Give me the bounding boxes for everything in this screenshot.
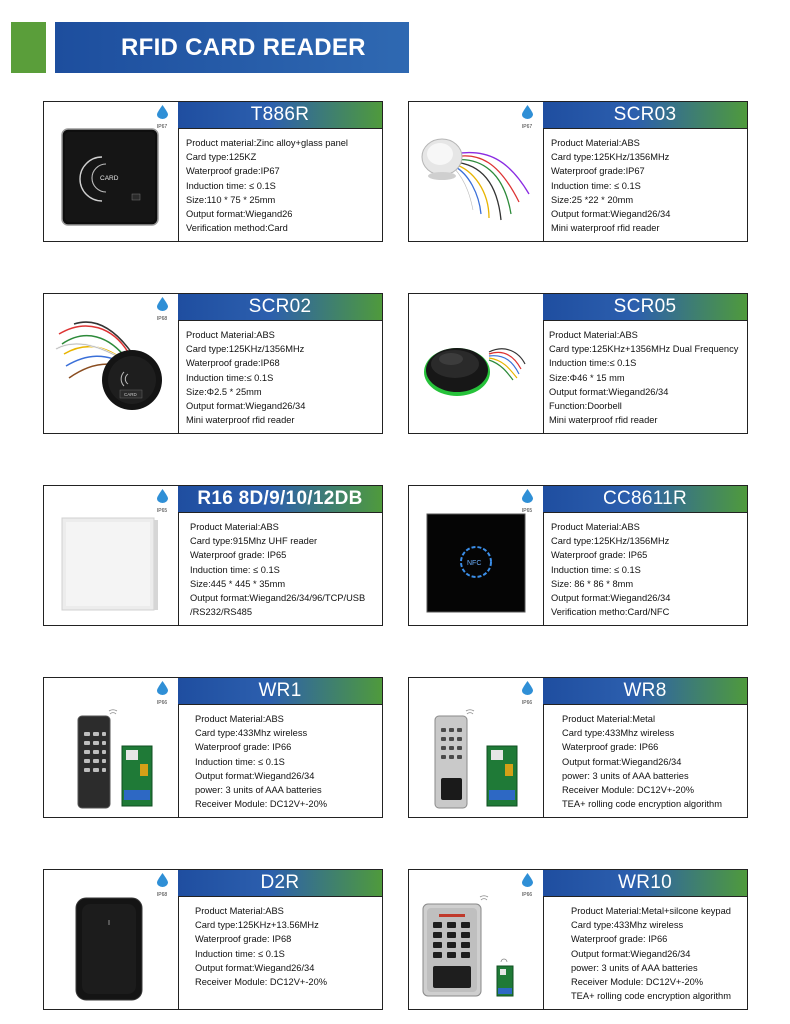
spec-line: Mini waterproof rfid reader [186, 415, 295, 426]
product-name: WR10 [543, 870, 747, 897]
spec-line: Output format:Wiegand26/34/96/TCP/USB [190, 593, 366, 604]
spec-line: Card type:125KZ [186, 152, 257, 163]
spec-line: Output format:Wiegand26/34 [186, 401, 306, 412]
spec-line: Product Material:ABS [186, 330, 275, 340]
spec-list [562, 712, 743, 811]
spec-line: Size: 86 * 86 * 8mm [551, 578, 634, 589]
spec-line: Card type:125KHz+13.56MHz [195, 920, 319, 931]
ip-rating-text: IP66 [521, 892, 533, 898]
page-title-banner [55, 22, 409, 73]
spec-list [551, 136, 743, 235]
spec-line: power: 3 units of AAA batteries [571, 962, 698, 973]
spec-line: Card type:125KHz/1356MHz [551, 152, 670, 163]
ip-rating-badge [149, 297, 175, 323]
spec-line: /RS232/RS485 [190, 607, 253, 618]
spec-line: Receiver Module: DC12V+-20% [571, 977, 704, 988]
spec-line: Size:110 * 75 * 25mm [186, 194, 276, 205]
spec-line: Card type:125KHz/1356MHz [551, 536, 670, 547]
page-title: RFID CARD READER [121, 33, 366, 61]
spec-line: Card type:125KHz+1356MHz Dual Frequency [549, 344, 739, 355]
spec-line: Output format:Wiegand26/34 [195, 770, 315, 781]
spec-list [571, 904, 743, 1003]
scr05-product-image [409, 294, 543, 433]
spec-line: Product Material:Metal+silcone keypad [571, 906, 731, 916]
spec-line: Size:Φ46 * 15 mm [549, 372, 625, 383]
water-drop-icon [157, 105, 168, 119]
spec-line: Output format:Wiegand26/34 [551, 209, 671, 220]
water-drop-icon [157, 681, 168, 695]
spec-line: power: 3 units of AAA batteries [195, 785, 322, 796]
spec-line: Card type:915Mhz UHF reader [190, 536, 318, 547]
spec-line: power: 3 units of AAA batteries [562, 770, 689, 781]
ip-rating-badge [149, 105, 175, 131]
spec-line: Verification metho:Card/NFC [551, 607, 670, 618]
spec-line: Product Material:ABS [195, 906, 284, 916]
ip-rating-text: IP67 [156, 124, 168, 130]
product-name: SCR02 [178, 294, 382, 321]
spec-line: Card type:433Mhz wireless [562, 728, 675, 739]
spec-line: Mini waterproof rfid reader [551, 223, 660, 234]
water-drop-icon [522, 489, 533, 503]
spec-line: Receiver Module: DC12V+-20% [195, 799, 328, 810]
ip-rating-badge [514, 681, 540, 707]
spec-line: Induction time:≤ 0.1S [549, 358, 637, 369]
ip-rating-badge [514, 105, 540, 131]
ip-rating-badge [149, 873, 175, 899]
spec-line: Waterproof grade: IP65 [551, 550, 648, 561]
spec-line: Induction time: ≤ 0.1S [195, 756, 285, 767]
spec-line: Receiver Module: DC12V+-20% [195, 977, 328, 988]
header-accent-block [11, 22, 46, 73]
ip-rating-text: IP65 [521, 508, 533, 514]
ip-rating-badge [514, 873, 540, 899]
product-card-wr1 [43, 677, 383, 818]
spec-line: Product Material:ABS [190, 522, 279, 532]
spec-list [195, 904, 378, 989]
spec-line: Waterproof grade: IP68 [195, 934, 292, 945]
spec-line: Induction time: ≤ 0.1S [551, 564, 641, 575]
spec-line: Product Material:ABS [551, 522, 640, 532]
water-drop-icon [157, 873, 168, 887]
spec-line: Waterproof grade: IP65 [190, 550, 287, 561]
product-card-r16 [43, 485, 383, 626]
water-drop-icon [157, 489, 168, 503]
spec-line: Induction time: ≤ 0.1S [190, 564, 280, 575]
spec-list [549, 328, 743, 427]
spec-line: Induction time: ≤ 0.1S [195, 948, 285, 959]
product-name: CC8611R [543, 486, 747, 513]
product-card-wr8 [408, 677, 748, 818]
spec-line: Waterproof grade: IP66 [562, 742, 659, 753]
spec-line: Product Material:ABS [551, 138, 640, 148]
product-card-d2r [43, 869, 383, 1010]
spec-line: Card type:433Mhz wireless [195, 728, 308, 739]
spec-line: Verification method:Card [186, 223, 288, 234]
spec-line: Card type:433Mhz wireless [571, 920, 684, 931]
spec-line: Waterproof grade: IP66 [571, 934, 668, 945]
spec-line: Output format:Wiegand26/34 [195, 962, 315, 973]
water-drop-icon [522, 681, 533, 695]
product-card-cc8611r [408, 485, 748, 626]
spec-line: Waterproof grade: IP66 [195, 742, 292, 753]
ip-rating-badge [514, 489, 540, 515]
spec-list [551, 520, 743, 619]
spec-line: Function:Doorbell [549, 401, 622, 412]
ip-rating-badge [149, 681, 175, 707]
spec-line: Receiver Module: DC12V+-20% [562, 785, 695, 796]
spec-line: TEA+ rolling code encryption algorithm [571, 991, 731, 1002]
spec-line: Waterproof grade:IP67 [186, 166, 280, 177]
spec-line: Induction time: ≤ 0.1S [186, 180, 276, 191]
t886r-card-label: CARD [100, 175, 119, 182]
ip-rating-badge [149, 489, 175, 515]
ip-rating-text: IP67 [521, 124, 533, 130]
spec-list [190, 520, 378, 619]
product-name: SCR03 [543, 102, 747, 129]
spec-line: Waterproof grade:IP67 [551, 166, 645, 177]
cc8611r-nfc-label: NFC [467, 560, 482, 567]
product-name: WR8 [543, 678, 747, 705]
spec-line: Product material:Zinc alloy+glass panel [186, 138, 349, 148]
product-name: WR1 [178, 678, 382, 705]
spec-line: Output format:Wiegand26/34 [549, 386, 669, 397]
spec-list [195, 712, 378, 811]
product-name: T886R [178, 102, 382, 129]
spec-line: Induction time:≤ 0.1S [186, 372, 274, 383]
spec-line: Product Material:ABS [549, 330, 638, 340]
product-name: D2R [178, 870, 382, 897]
spec-line: Card type:125KHz/1356MHz [186, 344, 305, 355]
spec-line: Output format:Wiegand26/34 [571, 948, 691, 959]
spec-list [186, 136, 378, 235]
product-card-wr10 [408, 869, 748, 1010]
ip-rating-text: IP68 [156, 892, 168, 898]
spec-line: Mini waterproof rfid reader [549, 415, 658, 426]
spec-line: Output format:Wiegand26 [186, 209, 293, 220]
spec-line: Product Material:Metal [562, 714, 656, 724]
spec-line: Output format:Wiegand26/34 [562, 756, 682, 767]
ip-rating-text: IP66 [521, 700, 533, 706]
water-drop-icon [522, 105, 533, 119]
spec-line: Induction time: ≤ 0.1S [551, 180, 641, 191]
spec-line: Product Material:ABS [195, 714, 284, 724]
ip-rating-text: IP65 [156, 508, 168, 514]
spec-line: Output format:Wiegand26/34 [551, 593, 671, 604]
product-card-t886r [43, 101, 383, 242]
ip-rating-text: IP66 [156, 700, 168, 706]
product-card-scr02 [43, 293, 383, 434]
spec-line: Size:445 * 445 * 35mm [190, 578, 286, 589]
spec-line: TEA+ rolling code encryption algorithm [562, 799, 722, 810]
spec-list [186, 328, 378, 427]
product-card-scr03 [408, 101, 748, 242]
water-drop-icon [522, 873, 533, 887]
scr02-card-label: CARD [124, 392, 137, 397]
product-name: SCR05 [543, 294, 747, 321]
product-card-scr05 [408, 293, 748, 434]
product-name: R16 8D/9/10/12DB [178, 486, 382, 513]
spec-line: Size:25 *22 * 20mm [551, 194, 634, 205]
spec-line: Waterproof grade:IP68 [186, 358, 280, 369]
water-drop-icon [157, 297, 168, 311]
ip-rating-text: IP68 [156, 316, 168, 322]
spec-line: Size:Φ2.5 * 25mm [186, 386, 262, 397]
